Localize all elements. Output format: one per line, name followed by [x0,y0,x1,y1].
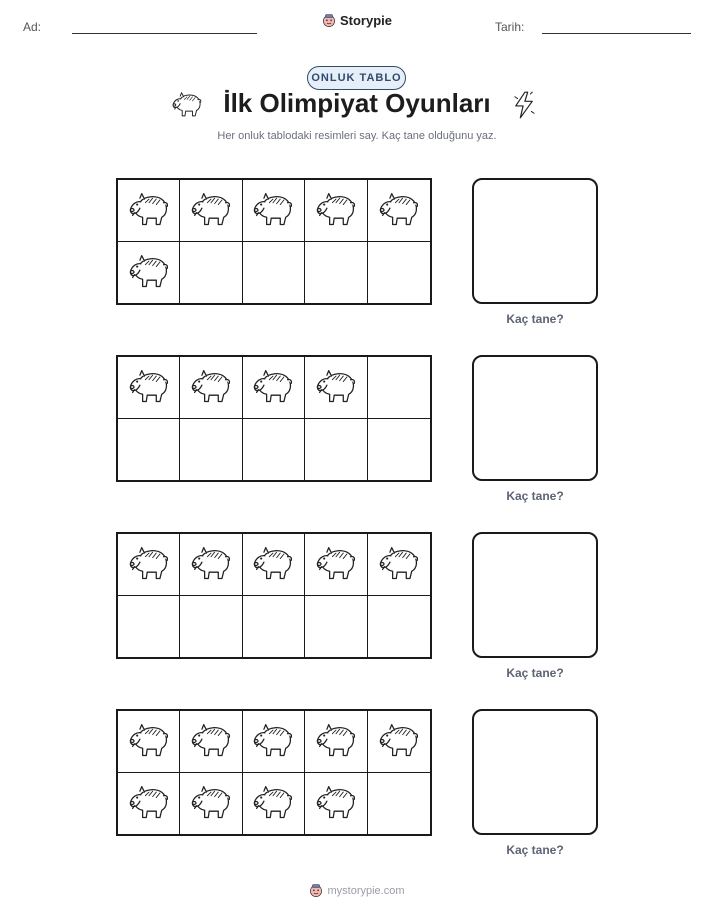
footer [0,884,714,898]
ten-frame-cell [368,534,430,596]
instructions: Her onluk tablodaki resimleri say. Kaç tane olduğunu yaz. [217,130,497,142]
ten-frame-cell [305,596,367,658]
answer-box[interactable] [472,355,598,481]
answer-label: Kaç tane? [506,843,564,857]
ten-frame-cell [118,711,180,773]
ten-frame-cell [305,357,367,419]
boar-icon [127,544,171,584]
ten-frame-cell [305,419,367,481]
ten-frame-cell [180,419,242,481]
boar-icon [377,190,421,230]
name-line[interactable] [72,33,257,34]
boar-icon [251,367,295,407]
ten-frame-cell [180,180,242,242]
answer-box[interactable] [472,709,598,835]
boar-icon [377,721,421,761]
ten-frame-cell [305,242,367,304]
boar-icon [251,721,295,761]
ten-frame-cell [305,773,367,835]
ten-frame-problem [0,178,714,338]
footer-url: mystorypie.com [327,885,405,897]
boar-icon [189,721,233,761]
date-label: Tarih: [495,20,525,34]
ten-frame-cell [118,357,180,419]
answer-label: Kaç tane? [506,312,564,326]
boar-icon [127,783,171,823]
ten-frame-cell [118,242,180,304]
boar-icon [251,783,295,823]
name-label: Ad: [23,20,42,34]
ten-frame-cell [368,357,430,419]
ten-frame-cell [368,180,430,242]
boar-icon [251,544,295,584]
ten-frame-cell [118,419,180,481]
ten-frame-cell [243,534,305,596]
ten-frame-cell [243,773,305,835]
worksheet-badge: ONLUK TABLO [307,66,406,90]
answer-box[interactable] [472,178,598,304]
ten-frame-cell [180,357,242,419]
ten-frame-cell [368,596,430,658]
boar-icon [314,190,358,230]
ten-frame [116,532,432,659]
boar-icon [127,190,171,230]
brand-logo [0,13,714,28]
boar-icon [377,544,421,584]
boar-icon [189,544,233,584]
mascot-icon [322,14,336,28]
ten-frame-cell [180,773,242,835]
brand-name: Storypie [339,13,392,28]
ten-frame-cell [243,357,305,419]
ten-frame-cell [118,180,180,242]
boar-icon [127,252,171,292]
ten-frame-problem [0,355,714,515]
ten-frame-cell [243,419,305,481]
ten-frame-cell [368,711,430,773]
ten-frame-cell [118,773,180,835]
ten-frame-cell [180,242,242,304]
ten-frame [116,178,432,305]
boar-icon [314,544,358,584]
date-line[interactable] [542,33,691,34]
boar-icon [314,783,358,823]
ten-frame-cell [305,180,367,242]
boar-icon [251,190,295,230]
ten-frame-cell [180,534,242,596]
boar-icon [127,721,171,761]
ten-frame-cell [305,711,367,773]
boar-icon [314,721,358,761]
ten-frame-cell [368,773,430,835]
lightning-icon [513,90,535,120]
boar-icon [189,190,233,230]
ten-frame [116,355,432,482]
answer-label: Kaç tane? [506,666,564,680]
ten-frame-problem [0,709,714,869]
boar-icon [127,367,171,407]
ten-frame-cell [243,596,305,658]
boar-icon [189,783,233,823]
ten-frame-cell [243,711,305,773]
mascot-icon [309,884,323,898]
ten-frame-cell [180,711,242,773]
answer-box[interactable] [472,532,598,658]
boar-icon [314,367,358,407]
ten-frame-cell [243,242,305,304]
page-title: İlk Olimpiyat Oyunları [223,88,491,118]
ten-frame-cell [118,596,180,658]
ten-frame-cell [368,242,430,304]
ten-frame-problem [0,532,714,692]
ten-frame-cell [368,419,430,481]
answer-label: Kaç tane? [506,489,564,503]
ten-frame [116,709,432,836]
ten-frame-cell [243,180,305,242]
boar-icon [189,367,233,407]
ten-frame-cell [180,596,242,658]
ten-frame-cell [305,534,367,596]
ten-frame-cell [118,534,180,596]
